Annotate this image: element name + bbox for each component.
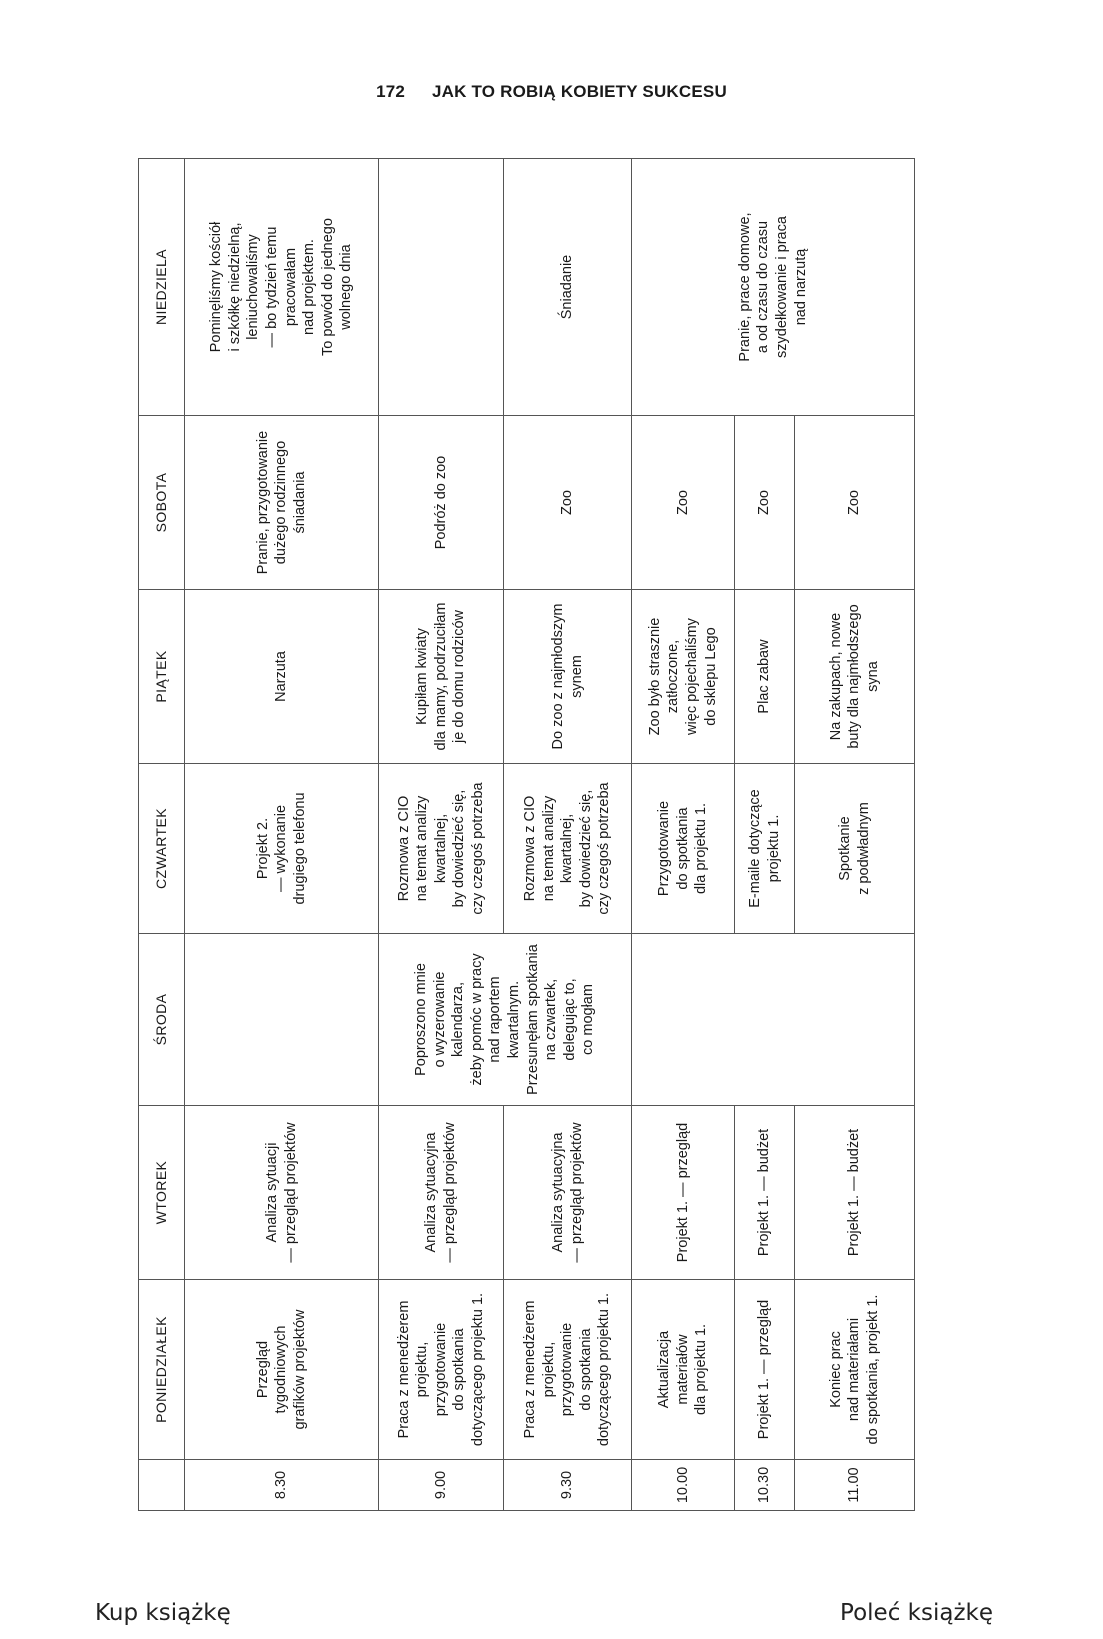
- cell-text-line: z podwładnym: [855, 802, 872, 895]
- time-cell: 8.30: [185, 1460, 379, 1511]
- schedule-cell: [795, 1280, 915, 1460]
- time-cell: 9.30: [504, 1460, 632, 1511]
- cell-text-line: Zoo: [846, 490, 863, 515]
- cell-text-line: Pranie, prace domowe,: [736, 212, 753, 362]
- cell-text-line: by dowiedzieć się,: [577, 789, 594, 908]
- cell-text-line: szydełkowanie i praca: [774, 216, 790, 358]
- cell-text-line: a od czasu do czasu: [755, 220, 772, 354]
- cell-text-line: To powód do jednego: [319, 218, 336, 356]
- header-row: [139, 159, 185, 1511]
- schedule-cell: [185, 1106, 379, 1280]
- day-header-thursday: CZWARTEK: [139, 764, 185, 934]
- schedule-cell: [379, 934, 632, 1106]
- schedule-cell: [185, 1280, 379, 1460]
- cell-text-line: nad projektem.: [301, 239, 318, 335]
- schedule-cell-empty: [632, 934, 915, 1106]
- cell-text-line: E-maile dotyczące: [746, 789, 763, 908]
- cell-text-line: Projekt 1. — przegląd: [674, 1122, 691, 1263]
- cell-text-line: je do domu rodziców: [451, 610, 468, 743]
- time-cell: 11.00: [795, 1460, 915, 1511]
- cell-text-line: — wykonanie: [273, 804, 290, 893]
- cell-text-line: projektu 1.: [765, 814, 782, 883]
- cell-text-line: nad raportem: [487, 976, 504, 1063]
- page-number: 172: [376, 82, 406, 101]
- cell-text-line: leniuchowaliśmy: [245, 234, 262, 340]
- cell-text-line: Rozmowa z CIO: [522, 795, 539, 902]
- cell-text-line: do sklepu Lego: [702, 627, 719, 726]
- cell-text-line: do spotkania, projekt 1.: [864, 1294, 881, 1445]
- schedule-cell: [185, 159, 379, 416]
- time-cell: 10.30: [735, 1460, 795, 1511]
- cell-text-line: kwartalnej,: [432, 813, 449, 884]
- schedule-cell: [185, 416, 379, 590]
- cell-text-line: śniadania: [291, 471, 308, 534]
- day-header-friday: PIĄTEK: [139, 590, 185, 764]
- cell-text-line: — przegląd projektów: [568, 1122, 585, 1263]
- day-header-sunday: NIEDZIELA: [139, 159, 185, 416]
- cell-text-line: syna: [864, 661, 881, 692]
- day-header-saturday: SOBOTA: [139, 416, 185, 590]
- cell-text-line: Zoo było strasznie: [646, 617, 663, 736]
- cell-text-line: Spotkanie: [836, 816, 853, 881]
- cell-text-line: materiałów: [674, 1334, 691, 1405]
- cell-text-line: Na zakupach, nowe: [827, 612, 844, 741]
- schedule-cell: [185, 764, 379, 934]
- cell-text-line: Projekt 1. — przegląd: [756, 1299, 773, 1440]
- cell-text-line: do spotkania: [451, 1328, 468, 1411]
- cell-text-line: dla projektu 1.: [693, 802, 710, 895]
- schedule-cell: [795, 1106, 915, 1280]
- cell-text-line: Projekt 2.: [254, 817, 271, 880]
- schedule-cell: [379, 590, 504, 764]
- schedule-cell: [379, 416, 504, 590]
- rotated-table-wrapper: [138, 159, 914, 1511]
- cell-text-line: do spotkania: [577, 1328, 594, 1411]
- cell-text-line: Aktualizacja: [656, 1330, 673, 1409]
- cell-text-line: dla mamy, podrzuciłam: [432, 602, 449, 751]
- cell-text-line: Praca z menedżerem: [395, 1300, 412, 1439]
- cell-text-line: o wyzerowanie: [431, 971, 448, 1068]
- cell-text-line: wolnego dnia: [338, 244, 355, 330]
- cell-text-line: buty dla najmłodszego: [846, 604, 863, 749]
- cell-text-line: — przegląd projektów: [442, 1122, 458, 1263]
- cell-text-line: na czwartek,: [543, 978, 560, 1061]
- row-1000: [632, 159, 735, 1511]
- cell-text-line: Podróż do zoo: [432, 455, 449, 550]
- cell-text-line: projektu,: [540, 1341, 557, 1398]
- cell-text-line: dotyczącego projektu 1.: [596, 1292, 613, 1447]
- schedule-cell: [632, 416, 735, 590]
- cell-text-line: na temat analizy: [414, 795, 431, 902]
- cell-text-line: Analiza sytuacji: [263, 1142, 280, 1243]
- cell-text-line: Poproszono mnie: [413, 963, 430, 1076]
- schedule-cell: [735, 764, 795, 934]
- time-cell: 9.00: [379, 1460, 504, 1511]
- schedule-cell-empty: [379, 159, 504, 416]
- schedule-cell: [504, 159, 632, 416]
- cell-text-line: Analiza sytuacyjna: [423, 1132, 440, 1253]
- schedule-cell: [735, 416, 795, 590]
- schedule-cell: [795, 764, 915, 934]
- cell-text-line: — przegląd projektów: [282, 1122, 299, 1263]
- cell-text-line: Przesunęłam spotkania: [524, 944, 541, 1095]
- day-header-monday: PONIEDZIAŁEK: [139, 1280, 185, 1460]
- cell-text-line: przygotowanie: [432, 1322, 449, 1417]
- cell-text-line: Projekt 1. — budżet: [846, 1128, 863, 1257]
- recommend-book-link[interactable]: Poleć książkę: [840, 1600, 993, 1626]
- cell-text-line: Kupiłam kwiaty: [414, 628, 431, 725]
- cell-text-line: by dowiedzieć się,: [451, 789, 468, 908]
- cell-text-line: więc pojechaliśmy: [684, 618, 700, 735]
- schedule-cell: [379, 1280, 504, 1460]
- cell-text-line: i szkółkę niedzielną,: [226, 222, 243, 352]
- schedule-cell: [504, 590, 632, 764]
- cell-text-line: dużego rodzinnego: [273, 440, 290, 565]
- row-930: [504, 159, 632, 1511]
- day-header-wednesday: ŚRODA: [139, 934, 185, 1106]
- schedule-cell: [504, 764, 632, 934]
- cell-text-line: pracowałam: [282, 247, 299, 327]
- cell-text-line: Zoo: [559, 490, 576, 515]
- schedule-cell: [795, 590, 915, 764]
- cell-text-line: Do zoo z najmłodszym: [549, 603, 566, 750]
- page-header: [0, 82, 1103, 102]
- schedule-cell: [379, 1106, 504, 1280]
- cell-text-line: Zoo: [756, 490, 773, 515]
- schedule-cell: [632, 159, 915, 416]
- cell-text-line: Przygotowanie: [656, 800, 673, 897]
- cell-text-line: Analiza sytuacyjna: [549, 1132, 566, 1253]
- schedule-cell: [632, 764, 735, 934]
- cell-text-line: do spotkania: [674, 807, 691, 890]
- cell-text-line: Pominęliśmy kościół: [208, 221, 225, 353]
- cell-text-line: co mogłam: [580, 984, 597, 1055]
- cell-text-line: Koniec prac: [827, 1331, 844, 1408]
- schedule-cell: [632, 1106, 735, 1280]
- cell-text-line: grafików projektów: [291, 1309, 308, 1430]
- schedule-cell: [795, 416, 915, 590]
- cell-text-line: delegując to,: [561, 978, 578, 1061]
- cell-text-line: kwartalnej,: [559, 813, 576, 884]
- row-900: [379, 159, 504, 1511]
- cell-text-line: na temat analizy: [540, 795, 557, 902]
- cell-text-line: nad narzutą: [792, 248, 809, 326]
- schedule-cell-empty: [185, 934, 379, 1106]
- schedule-cell: [379, 764, 504, 934]
- schedule-cell: [185, 590, 379, 764]
- cell-text-line: — bo tydzień temu: [263, 226, 280, 348]
- schedule-cell: [504, 1106, 632, 1280]
- cell-text-line: Zoo: [674, 490, 691, 515]
- cell-text-line: czy czegoś potrzeba: [469, 782, 486, 915]
- cell-text-line: dotyczącego projektu 1.: [469, 1292, 486, 1447]
- cell-text-line: synem: [568, 655, 585, 698]
- cell-text-line: żeby pomóc w pracy: [468, 953, 485, 1086]
- cell-text-line: projektu,: [414, 1341, 431, 1398]
- cell-text-line: kalendarza,: [450, 982, 467, 1057]
- running-title: JAK TO ROBIĄ KOBIETY SUKCESU: [431, 82, 727, 101]
- cell-text-line: Narzuta: [273, 651, 290, 702]
- cell-text-line: Śniadanie: [559, 254, 576, 320]
- cell-text-line: nad materiałami: [846, 1317, 863, 1422]
- cell-text-line: Rozmowa z CIO: [395, 795, 412, 902]
- buy-book-link[interactable]: Kup książkę: [95, 1600, 231, 1626]
- schedule-cell: [632, 590, 735, 764]
- schedule-cell: [504, 416, 632, 590]
- row-830: [185, 159, 379, 1511]
- cell-text-line: Plac zabaw: [756, 639, 773, 714]
- schedule-cell: [735, 590, 795, 764]
- cell-text-line: przygotowanie: [559, 1322, 576, 1417]
- schedule-cell: [632, 1280, 735, 1460]
- schedule-cell: [735, 1280, 795, 1460]
- cell-text-line: tygodniowych: [273, 1325, 290, 1414]
- corner-cell: [139, 1460, 185, 1511]
- schedule-cell: [504, 1280, 632, 1460]
- cell-text-line: czy czegoś potrzeba: [596, 782, 613, 915]
- day-header-tuesday: WTOREK: [139, 1106, 185, 1280]
- schedule-table-area: [138, 159, 914, 1511]
- cell-text-line: zatłoczone,: [665, 639, 682, 714]
- cell-text-line: Praca z menedżerem: [522, 1300, 539, 1439]
- cell-text-line: kwartalnym.: [506, 980, 522, 1059]
- time-cell: 10.00: [632, 1460, 735, 1511]
- cell-text-line: dla projektu 1.: [693, 1323, 710, 1416]
- cell-text-line: Pranie, przygotowanie: [254, 430, 271, 575]
- schedule-cell: [735, 1106, 795, 1280]
- weekly-schedule-table: [138, 158, 915, 1511]
- cell-text-line: drugiego telefonu: [291, 792, 308, 905]
- cell-text-line: Projekt 1. — budżet: [756, 1128, 773, 1257]
- cell-text-line: Przegląd: [254, 1340, 271, 1399]
